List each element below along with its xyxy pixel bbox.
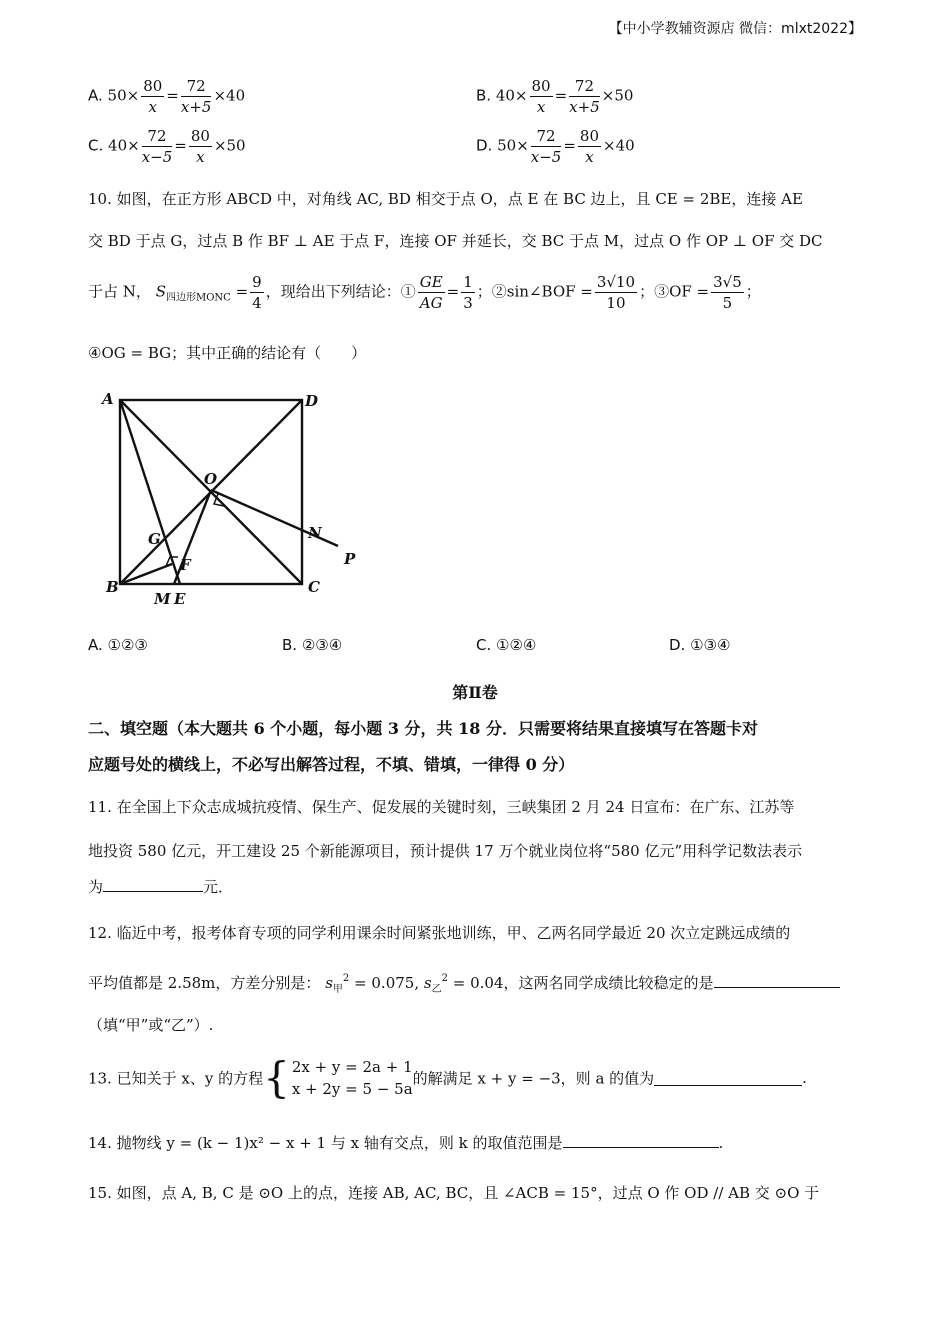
system-brace: { — [263, 1053, 290, 1102]
q9-option-a: A. 50× $\frac{80}{x}$ = $\frac{72}{x+5}$ ×40 — [88, 77, 246, 116]
q10-line-2: 交 BD 于点 G，过点 B 作 BF ⊥ AE 于点 F，连接 OF 并延长，交 BC 于点 M，过点 O 作 OP ⊥ OF 交 DC — [88, 232, 823, 250]
q14-answer-blank[interactable] — [563, 1133, 719, 1148]
label-b: B — [106, 578, 119, 596]
q10-line-4: ④OG = BG；其中正确的结论有（ ） — [88, 344, 367, 362]
q9-option-d: D. 50× $\frac{72}{x-5}$ = $\frac{80}{x}$ ×40 — [476, 127, 635, 166]
q10-option-c: C. ①②④ — [476, 636, 537, 654]
label-a: A — [102, 390, 114, 408]
q11-line-1: 11. 在全国上下众志成城抗疫情、保生产、促发展的关键时刻，三峡集团 2 月 24 日宣布：在广东、江苏等 — [88, 798, 795, 816]
q10-option-a: A. ①②③ — [88, 636, 148, 654]
q11-line-3: 为 元． — [88, 878, 234, 896]
label-o: O — [204, 470, 218, 488]
q12-line-1: 12. 临近中考，报考体育专项的同学利用课余时间紧张地训练，甲、乙两名同学最近 20 次立定跳远成绩的 — [88, 924, 791, 942]
part-title: 第Ⅱ卷 — [452, 683, 498, 702]
q13-answer-blank[interactable] — [654, 1071, 802, 1086]
q10-figure — [100, 378, 370, 610]
q14-line: 14. 抛物线 y = (k − 1)x² − x + 1 与 x 轴有交点，则 k 的取值范围是 . — [88, 1134, 724, 1152]
section-heading-line-1: 二、填空题（本大题共 6 个小题，每小题 3 分，共 18 分．只需要将结果直接填写在答题卡对 — [88, 719, 758, 738]
q10-line-3: 于占 N， $S_{四边形MONC}$ = $\frac{9}{4}$ ，现给出下列结论：① $\frac{GE}{AG}$ = $\frac{1}{3}$ ；②sin∠BOF = $\frac{3√10}{10}$ ；③OF = $\frac{3√5}{5}$ ； — [88, 273, 761, 312]
label-g: G — [148, 530, 161, 548]
page-header: 【中小学教辅资源店 微信：mlxt2022】 — [608, 21, 862, 37]
q10-line-1: 10. 如图，在正方形 ABCD 中，对角线 AC, BD 相交于点 O，点 E 在 BC 边上，且 CE = 2BE，连接 AE — [88, 190, 803, 208]
equation-system: 2x + y = 2a + 1 x + 2y = 5 − 5a — [291, 1058, 413, 1098]
q12-answer-blank[interactable] — [714, 973, 840, 988]
q12-line-2: 平均值都是 2.58m，方差分别是： $s_甲^2 = 0.075$, $s_乙^2 = 0.04$，这两名同学成绩比较稳定的是 — [88, 968, 840, 1001]
q15-line: 15. 如图，点 A, B, C 是 ⊙O 上的点，连接 AB, AC, BC，且 ∠ACB = 15°，过点 O 作 OD // AB 交 ⊙O 于 — [88, 1184, 820, 1202]
label-p: P — [344, 550, 356, 568]
label-n: N — [308, 524, 322, 542]
q11-line-2: 地投资 580 亿元，开工建设 25 个新能源项目，预计提供 17 万个就业岗位将“580 亿元”用科学记数法表示 — [88, 842, 803, 860]
label-d: D — [305, 392, 319, 410]
q10-option-d: D. ①③④ — [669, 636, 731, 654]
q9-option-c: C. 40× $\frac{72}{x-5}$ = $\frac{80}{x}$ ×50 — [88, 127, 246, 166]
q11-answer-blank[interactable] — [103, 877, 203, 892]
label-f: F — [180, 556, 191, 574]
q13-line: 13. 已知关于 x、y 的方程{ 2x + y = 2a + 1 x + 2y = 5 − 5a 的解满足 x + y = −3，则 a 的值为 . — [88, 1053, 807, 1102]
label-c: C — [308, 578, 320, 596]
section-heading-line-2: 应题号处的横线上，不必写出解答过程，不填、错填，一律得 0 分） — [88, 755, 575, 774]
q9-option-b: B. 40× $\frac{80}{x}$ = $\frac{72}{x+5}$ ×50 — [476, 77, 634, 116]
label-m: M — [154, 590, 171, 608]
q10-option-b: B. ②③④ — [282, 636, 343, 654]
q12-line-3: （填“甲”或“乙”）. — [88, 1016, 214, 1034]
label-e: E — [174, 590, 186, 608]
